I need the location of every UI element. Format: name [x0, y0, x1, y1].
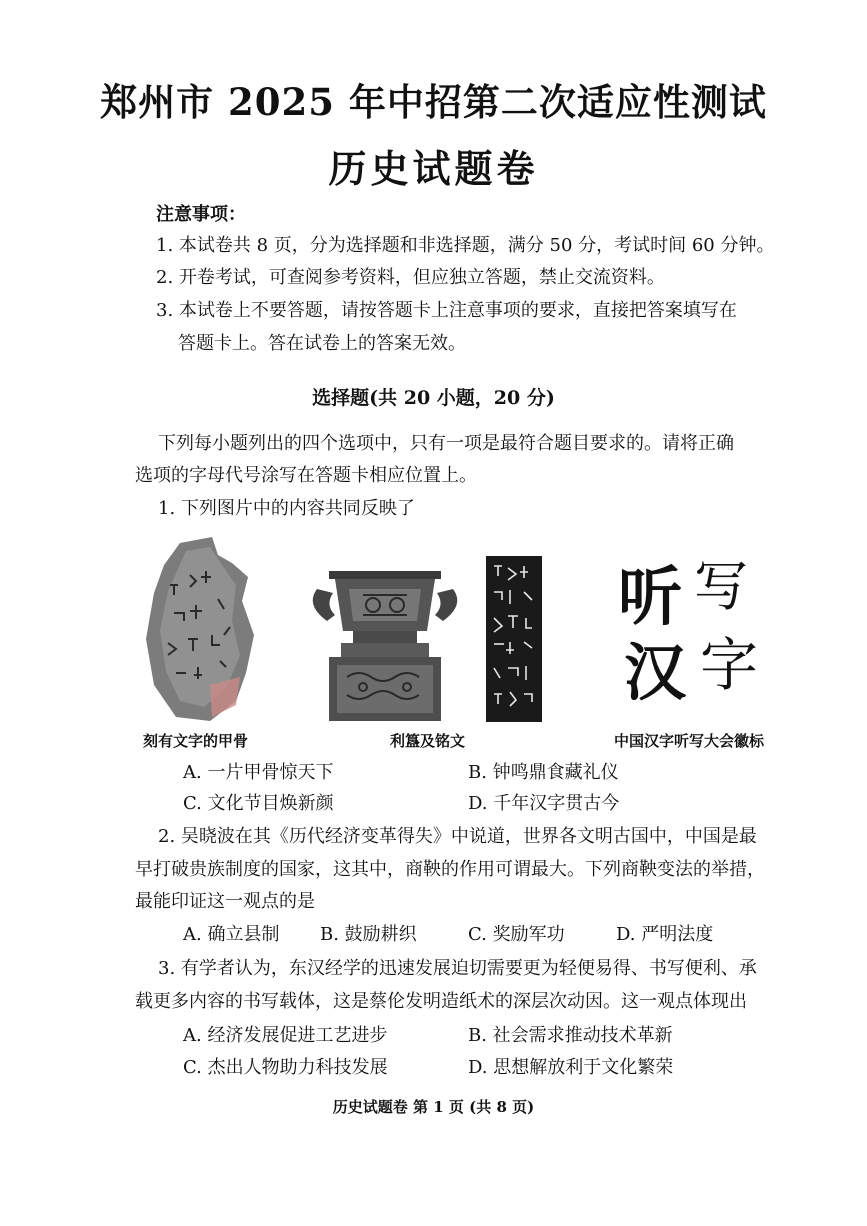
instructions-line: 下列每小题列出的四个选项中，只有一项是最符合题目要求的。请将正确: [158, 433, 734, 454]
figure-caption: 刻有文字的甲骨: [143, 732, 249, 750]
q3-stem-line: 载更多内容的书写载体，这是蔡伦发明造纸术的深层次动因。这一观点体现出: [135, 991, 747, 1012]
q3-option-c: C. 杰出人物助力科技发展: [183, 1057, 388, 1078]
instructions-line: 选项的字母代号涂写在答题卡相应位置上。: [135, 465, 477, 486]
section-title: 选择题(共 20 小题，20 分): [312, 387, 555, 409]
figure-caption: 利簋及铭文: [390, 732, 466, 750]
q3-option-a: A. 经济发展促进工艺进步: [183, 1025, 388, 1046]
q1-stem: 1. 下列图片中的内容共同反映了: [158, 498, 415, 519]
figure-caption: 中国汉字听写大会徽标: [614, 732, 765, 750]
page-footer: 历史试题卷 第 1 页 (共 8 页): [332, 1098, 535, 1116]
q2-option-d: D. 严明法度: [616, 924, 714, 945]
oracle-bone-image: [140, 535, 260, 725]
q2-option-c: C. 奖励军功: [468, 924, 565, 945]
logo-character: 字: [700, 631, 759, 699]
logo-character: 汉: [624, 636, 687, 709]
q2-stem-line: 早打破贵族制度的国家，这其中，商鞅的作用可谓最大。下列商鞅变法的举措，: [135, 859, 765, 880]
q3-stem-line: 3. 有学者认为，东汉经学的迅速发展迫切需要更为轻便易得、书写便利、承: [158, 958, 757, 979]
notice-heading: 注意事项：: [156, 204, 246, 225]
exam-subtitle: 历史试题卷: [328, 146, 539, 191]
exam-title: 郑州市 2025 年中招第二次适应性测试: [100, 80, 767, 124]
logo-character: 听: [618, 560, 682, 635]
notice-item: 1. 本试卷共 8 页，分为选择题和非选择题，满分 50 分，考试时间 60 分钟。: [156, 235, 775, 256]
notice-item: 3. 本试卷上不要答题，请按答题卡上注意事项的要求，直接把答案填写在: [156, 300, 737, 321]
q2-option-a: A. 确立县制: [183, 924, 280, 945]
q2-option-b: B. 鼓励耕织: [320, 924, 417, 945]
notice-item: 答题卡上。答在试卷上的答案无效。: [178, 333, 466, 354]
q3-option-b: B. 社会需求推动技术革新: [468, 1025, 673, 1046]
q1-option-c: C. 文化节目焕新颜: [183, 793, 334, 814]
q3-option-d: D. 思想解放利于文化繁荣: [468, 1057, 674, 1078]
inscription-rubbing-image: [486, 556, 542, 722]
q1-option-b: B. 钟鸣鼎食藏礼仪: [468, 762, 619, 783]
notice-item: 2. 开卷考试，可查阅参考资料，但应独立答题，禁止交流资料。: [156, 267, 665, 288]
q2-stem-line: 最能印证这一观点的是: [135, 891, 315, 912]
logo-character: 写: [694, 555, 748, 618]
q2-stem-line: 2. 吴晓波在其《历代经济变革得失》中说道，世界各文明古国中，中国是最: [158, 826, 757, 847]
ligui-bronze-image: [305, 565, 465, 725]
q1-option-a: A. 一片甲骨惊天下: [183, 762, 334, 783]
q1-option-d: D. 千年汉字贯古今: [468, 793, 620, 814]
dictation-conference-logo: [618, 555, 778, 718]
